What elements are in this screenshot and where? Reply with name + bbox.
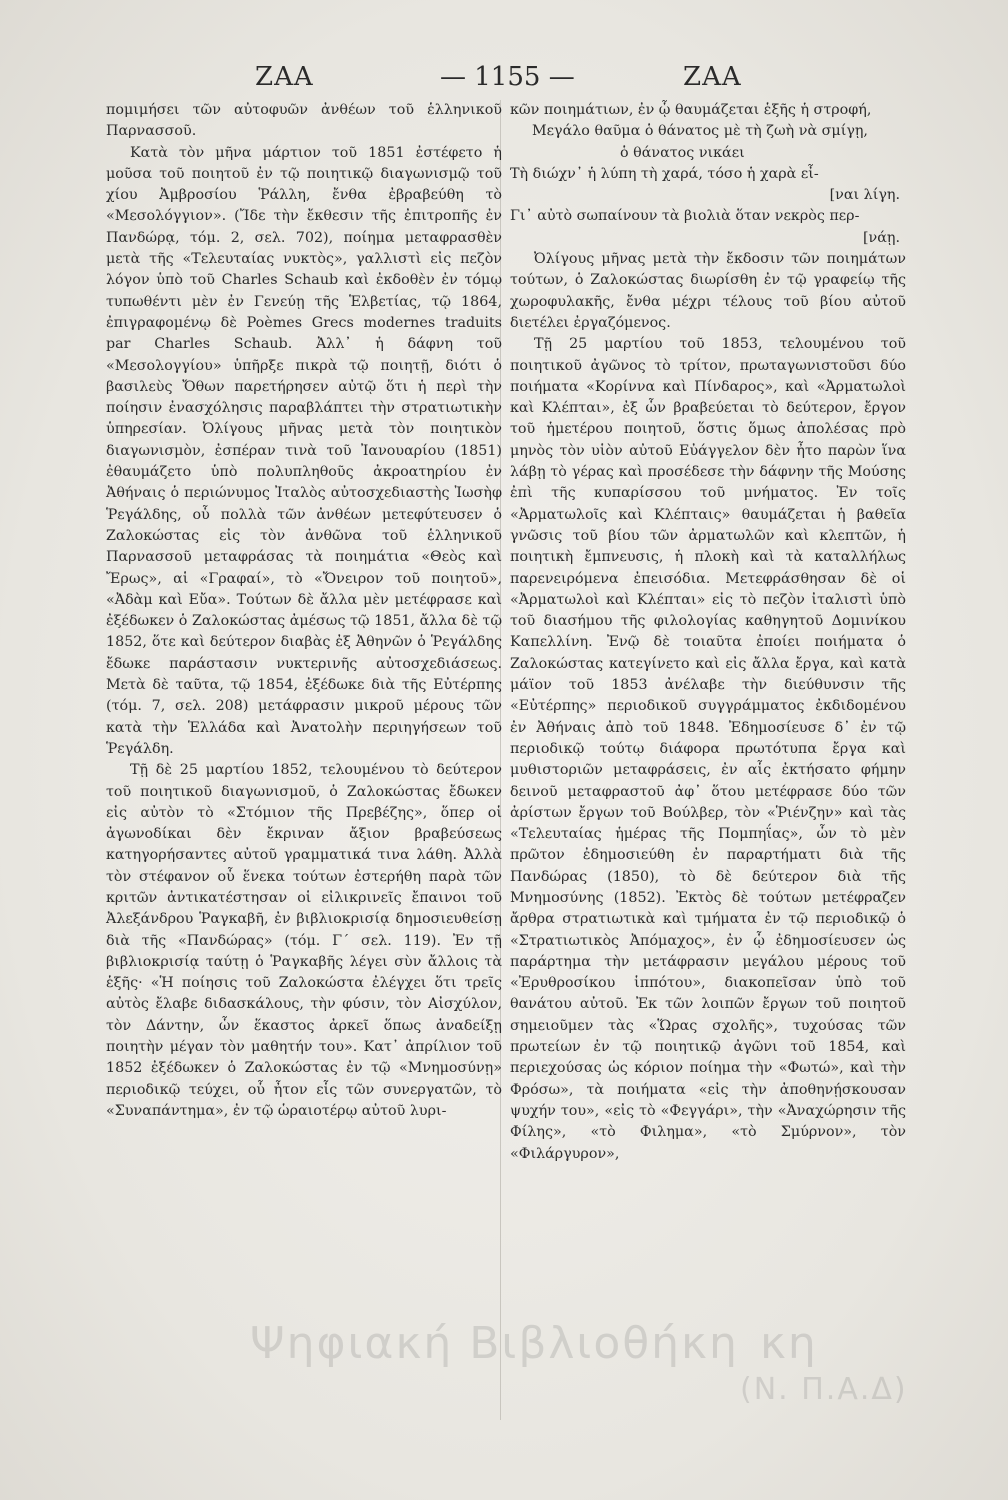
poem-line: Τὴ διώχν᾽ ἡ λύπη τὴ χαρά, τόσο ἡ χαρὰ εἶ- [510,165,819,182]
poem-stanza [510,121,906,249]
running-head-right: ΖΑΑ [683,62,742,92]
paragraph: Κατὰ τὸν μῆνα μάρτιον τοῦ 1851 ἐστέφετο ἡ μοῦσα τοῦ ποιητοῦ ἐν τῷ ποιητικῷ διαγωνισμῷ τοῦ χίου Ἀμβροσίου Ῥάλλη, ἔνθα ἐβραβεύθη τὸ «Μεσολόγγιον». (Ἴδε τὴν ἔκθεσιν τῆς ἐπιτροπῆς ἐν Πανδώρᾳ, τόμ. 2, σελ. 702), ποίημα μεταφρασθὲν μετὰ τῆς «Τελευταίας νυκτὸς», γαλλιστὶ εἰς πεζὸν λόγον ὑπὸ τοῦ Charles Schaub καὶ ἐκδοθὲν ἐν τόμῳ τυπωθέντι μὲν ἐν Γενεύῃ τῆς Ἑλβετίας, τῷ 1864, ἐπιγραφομένῳ δὲ Poèmes Grecs modernes traduits par Charles Schaub. Ἀλλ᾽ ἡ δάφνη τοῦ «Μεσολογγίου» ὑπῆρξε πικρὰ τῷ ποιητῇ, διότι ὁ βασιλεὺς Ὄθων παρετήρησεν αὐτῷ ὅτι ἡ περὶ τὴν ποίησιν ἐνασχόλησις παραβλάπτει τὴν στρατιωτικὴν ὑπηρεσίαν. Ὀλίγους μῆνας μετὰ τὸν ποιητικὸν διαγωνισμὸν, ἐσπέραν τινὰ τοῦ Ἰανουαρίου (1851) ἐθαυμάζετο ὑπὸ πολυπληθοῦς ἀκροατηρίου ἐν Ἀθήναις ὁ περιώνυμος Ἰταλὸς αὐτοσχεδιαστὴς Ἰωσὴφ Ῥεγάλδης, οὗ πολλὰ τῶν ἀνθέων μετεφύτευσεν ὁ Ζαλοκώστας εἰς τὸν ἀνθῶνα τοῦ ἑλληνικοῦ Παρνασσοῦ μεταφράσας τὰ ποιημάτια «Θεὸς καὶ Ἔρως», αἱ «Γραφαί», τὸ «Ὄνειρον τοῦ ποιητοῦ», «Ἀδὰμ καὶ Εὔα». Τούτων δὲ ἄλλα μὲν μετέφρασε καὶ ἐξέδωκεν ὁ Ζαλοκώστας ἀμέσως τῷ 1851, ἄλλα δὲ τῷ 1852, ὅτε καὶ δεύτερον διαβὰς ἐξ Ἀθηνῶν ὁ Ῥεγάλδης ἔδωκε παράστασιν νυκτερινῆς αὐτοσχεδιάσεως. Μετὰ δὲ ταῦτα, τῷ 1854, ἐξέδωκε διὰ τῆς Εὐτέρπης (τόμ. 7, σελ. 208) μετάφρασιν μικροῦ μέρους τῶν κατὰ τὴν Ἑλλάδα καὶ Ἀνατολὴν περιηγήσεων τοῦ Ῥεγάλδη. [106,144,502,757]
poem-line: [νάῃ. [862,229,900,246]
running-head-left: ΖΑΑ [255,62,314,92]
poem-line: Μεγάλο θαῦμα ὁ θάνατος μὲ τὴ ζωὴ νὰ σμίγῃ, [532,123,868,140]
paragraph: Τῇ δὲ 25 μαρτίου 1852, τελουμένου τὸ δεύτερον τοῦ ποιητικοῦ διαγωνισμοῦ, ὁ Ζαλοκώστας ἔδωκεν εἰς αὐτὸν τὸ «Στόμιον τῆς Πρεβέζης», ὅπερ οἱ ἀγωνοδίκαι δὲν ἔκριναν ἄξιον βραβεύσεως κατηγορήσαντες αὐτοῦ γραμματικά τινα λάθη. Ἀλλὰ τὸν στέφανον οὗ ἕνεκα τούτων ἐστερήθη παρὰ τῶν κριτῶν ἀντικατέστησαν οἱ εἰλικρινεῖς ἔπαινοι τοῦ Ἀλεξάνδρου Ῥαγκαβῆ, ἐν βιβλιοκρισίᾳ δημοσιευθείσῃ διὰ τῆς «Πανδώρας» (τόμ. Γ΄ σελ. 119). Ἐν τῇ βιβλιοκρισίᾳ ταύτῃ ὁ Ῥαγκαβῆς λέγει σὺν ἄλλοις τὰ ἑξῆς· «Ἡ ποίησις τοῦ Ζαλοκώστα ἐλέγχει ὅτι τρεῖς αὐτὸς ἔλαβε διδασκάλους, τὴν φύσιν, τὸν Αἰσχύλον, τὸν Δάντην, ὧν ἕκαστος ἀρκεῖ ὅπως ἀναδείξῃ ποιητὴν μέγαν τὸν μαθητήν του». Κατ᾽ ἀπρίλιον τοῦ 1852 ἐξέδωκεν ὁ Ζαλοκώστας ἐν τῷ «Μνημοσύνῃ» περιοδικῷ τεύχει, οὗ ἦτον εἷς τῶν συνεργατῶν, τὸ «Συναπάντημα», ἐν τῷ ὡραιοτέρῳ αὐτοῦ λυρι- [106,762,502,1119]
paragraph: πομιμήσει τῶν αὐτοφυῶν ἀνθέων τοῦ ἑλληνικοῦ Παρνασσοῦ. [106,102,502,140]
page-number: — 1155 — [440,62,575,92]
library-watermark: Ψηφιακή Βιβλιοθήκη [250,1318,739,1369]
right-column [510,100,906,1165]
poem-line: Γι᾽ αὐτὸ σωπαίνουν τὰ βιολιὰ ὅταν νεκρὸς περ- [510,208,860,225]
poem-line: [ναι λίγη. [829,187,900,204]
library-watermark: (Ν. Π.Α.Δ) [740,1372,908,1407]
paragraph: κῶν ποιημάτιων, ἐν ᾧ θαυμάζεται ἑξῆς ἡ στροφή, [510,102,872,118]
paragraph: Τῇ 25 μαρτίου τοῦ 1853, τελουμένου τοῦ ποιητικοῦ ἀγῶνος τὸ τρίτον, πρωταγωνιστοῦσι δύο ποιήματα «Κορίννα καὶ Πίνδαρος», καὶ «Ἀρματωλοὶ καὶ Κλέπται», ἐξ ὧν βραβεύεται τὸ δεύτερον, ἔργον τοῦ ἡμετέρου ποιητοῦ, ὅστις ὅμως ἀπολέσας πρὸ μηνὸς τὸν υἱὸν αὐτοῦ Εὐάγγελον δὲν ἦτο παρὼν ἵνα λάβῃ τὸ γέρας καὶ προσέδεσε τὴν δάφνην τῆς Μούσης ἐπὶ τῆς κυπαρίσσου τοῦ μνήματος. Ἐν τοῖς «Ἀρματωλοῖς καὶ Κλέπταις» θαυμάζεται ἡ βαθεῖα γνῶσις τοῦ βίου τῶν ἀρματωλῶν καὶ κλεπτῶν, ἡ ποιητικὴ ἔμπνευσις, ἡ πλοκὴ καὶ τὰ καταλλήλως παρενειρόμενα ἐπεισόδια. Μετεφράσθησαν δὲ οἱ «Ἀρματωλοὶ καὶ Κλέπται» εἰς τὸ πεζὸν ἰταλιστὶ ὑπὸ τοῦ διασήμου τῆς φιλολογίας καθηγητοῦ Δομινίκου Καπελλίνη. Ἐνῷ δὲ τοιαῦτα ἐποίει ποιήματα ὁ Ζαλοκώστας κατεγίνετο καὶ εἰς ἄλλα ἔργα, καὶ κατὰ μάϊον τοῦ 1853 ἀνέλαβε τὴν διεύθυνσιν τῆς «Εὐτέρπης» περιοδικοῦ συγγράμματος ἐκδιδομένου ἐν Ἀθήναις ἀπὸ τοῦ 1848. Ἐδημοσίευσε δ᾽ ἐν τῷ περιοδικῷ τούτῳ διάφορα πρωτότυπα ἔργα καὶ μυθιστοριῶν μεταφράσεις, ἐν αἷς ἐκτήσατο φήμην δεινοῦ μεταφραστοῦ ἀφ᾽ ὅτου μετέφρασε δύο τῶν ἀρίστων ἔργων τοῦ Βούλβερ, τὸν «Ῥιένζην» καὶ τὰς «Τελευταίας ἡμέρας τῆς Πομπηΐας», ὧν τὸ μὲν πρῶτον ἐδημοσιεύθη ἐν παραρτήματι διὰ τῆς Πανδώρας (1850), τὸ δὲ δεύτερον διὰ τῆς Μνημοσύνης (1852). Ἐκτὸς δὲ τούτων μετέφραζεν ἄρθρα στρατιωτικὰ καὶ τμήματα ἐν τῷ περιοδικῷ ὁ «Στρατιωτικὸς Ἀπόμαχος», ἐν ᾧ ἐδημοσίευσεν ὡς παράρτημα τὴν μετάφρασιν μεγάλου μέρους τοῦ «Ἐρυθροσίκου ἱππότου», διακοπεῖσαν ὑπὸ τοῦ θανάτου αὐτοῦ. Ἐκ τῶν λοιπῶν ἔργων τοῦ ποιητοῦ σημειοῦμεν τὰς «Ὥρας σχολῆς», τυχούσας τῶν πρωτείων ἐν τῷ ποιητικῷ ἀγῶνι τοῦ 1854, καὶ περιεχούσας ὡς κόριον ποίημα τὴν «Φωτώ», καὶ τὴν Φρόσω», τὰ ποιήματα «εἰς τὴν ἀποθηνῄσκουσαν ψυχήν του», «εἰς τὸ «Φεγγάρι», τὴν «Ἀναχώρησιν τῆς Φίλης», «τὸ Φιλημα», «τὸ Σμύρνον», τὸν «Φιλάργυρον», [510,336,906,1162]
poem-line: ὁ θάνατος νικάει [620,144,745,161]
left-column [106,100,502,1122]
paragraph: Ὀλίγους μῆνας μετὰ τὴν ἔκδοσιν τῶν ποιημάτων τούτων, ὁ Ζαλοκώστας διωρίσθη ἐν τῷ γραφείῳ τῆς χωροφυλακῆς, ἔνθα μέχρι τέλους τοῦ βίου αὐτοῦ διετέλει ἐργαζόμενος. [510,251,906,331]
library-watermark: κη [760,1318,818,1369]
page-header [0,62,1008,102]
